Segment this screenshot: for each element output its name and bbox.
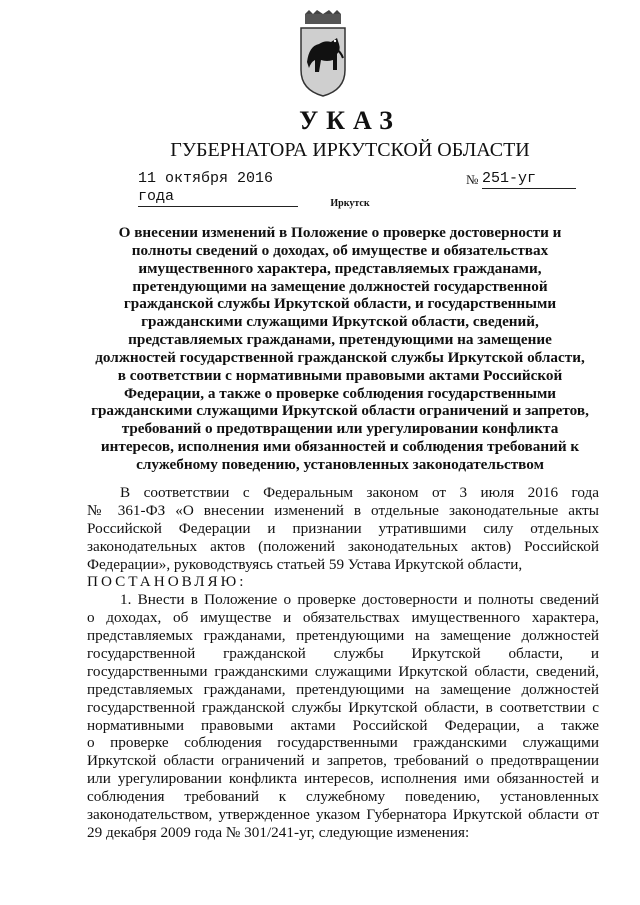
heading-line: полноты сведений о доходах, об имуществе и обязательствах <box>131 241 549 259</box>
heading-line: гражданской службы Иркутской области, и государственными <box>123 295 557 313</box>
heading-line: претендующими на замещение должностей государственной <box>132 277 548 295</box>
body-line: нормативными правовыми актами Российской Федерации, а также <box>87 716 599 734</box>
body-line: законодательством, утвержденное указом Губернатора Иркутской области от <box>87 806 599 824</box>
body-line: 1. Внести в Положение о проверке достоверности и полноты сведений <box>120 591 599 609</box>
number-label: № <box>466 172 479 187</box>
heading-line: представляемых гражданами, претендующими на замещение <box>128 331 552 349</box>
city-label: Иркутск <box>330 198 370 209</box>
heading-line: гражданскими служащими Иркутской области ограничений и запретов, <box>91 402 589 420</box>
body-line: № 361-ФЗ «О внесении изменений в отдельные законодательные акты <box>87 501 599 519</box>
document-number-block <box>466 170 576 190</box>
heading-line: служебному поведению, установленных законодательством <box>136 455 544 473</box>
body-line: законодательных актов (положений законодательных актов) Российской <box>87 537 599 555</box>
heading-line: должностей государственной гражданской службы Иркутской области, <box>95 348 585 366</box>
document-subtitle: ГУБЕРНАТОРА ИРКУТСКОЙ ОБЛАСТИ <box>170 139 530 161</box>
heading-line: интересов, исполнения ими обязанностей и соблюдения требований к <box>100 438 580 456</box>
heading-line: Федерации, а также о проверке соблюдения государственными <box>123 384 557 402</box>
body-line: соблюдения требований к служебному поведению, установленных <box>87 788 599 806</box>
document-date: 11 октября 2016 года <box>138 170 298 207</box>
heading-line: имущественного характера, представляемых гражданами, <box>138 259 542 277</box>
heading-line: требований о предотвращении или урегулировании конфликта <box>121 420 559 438</box>
body-line: о доходах, об имуществе и обязательствах имущественного характера, <box>87 609 599 627</box>
resolution-word: ПОСТАНОВЛЯЮ: <box>87 573 247 591</box>
body-line: Федерации», руководствуясь статьей 59 Устава Иркутской области, <box>87 555 523 573</box>
body-line: 29 декабря 2009 года № 301/241-уг, следующие изменения: <box>87 823 470 841</box>
body-line: о проверке соблюдения государственными гражданскими служащими <box>87 734 599 752</box>
document-title: УКАЗ <box>299 106 401 135</box>
body-line: или урегулировании конфликта интересов, исполнения ими обязанностей и <box>87 770 599 788</box>
body-line: Иркутской области ограничений и запретов, требований о предотвращении <box>87 752 599 770</box>
body-line: представляемых гражданами, претендующими на замещение должностей <box>87 680 599 698</box>
body-line: Российской Федерации и признании утратившими силу отдельных <box>87 519 599 537</box>
heading-line: О внесении изменений в Положение о проверке достоверности и <box>118 224 562 241</box>
body-line: государственной гражданской службы Иркутской области, в соответствии с <box>87 698 599 716</box>
irkutsk-coat-of-arms-icon <box>297 10 349 98</box>
heading-line: в соответствии с нормативными правовыми актами Российской <box>117 366 563 384</box>
heading-line: гражданскими служащими Иркутской области, сведений, <box>141 313 539 331</box>
body-line: государственными гражданскими служащими Иркутской области, сведений, <box>87 662 599 680</box>
document-heading <box>80 224 600 474</box>
document-number: 251-уг <box>482 170 576 189</box>
body-line: государственной гражданской службы Иркутской области, и <box>87 645 599 663</box>
body-line: представляемых гражданами, претендующими на замещение должностей <box>87 627 599 645</box>
document-body <box>87 484 599 842</box>
body-line: В соответствии с Федеральным законом от 3 июля 2016 года <box>120 484 599 501</box>
